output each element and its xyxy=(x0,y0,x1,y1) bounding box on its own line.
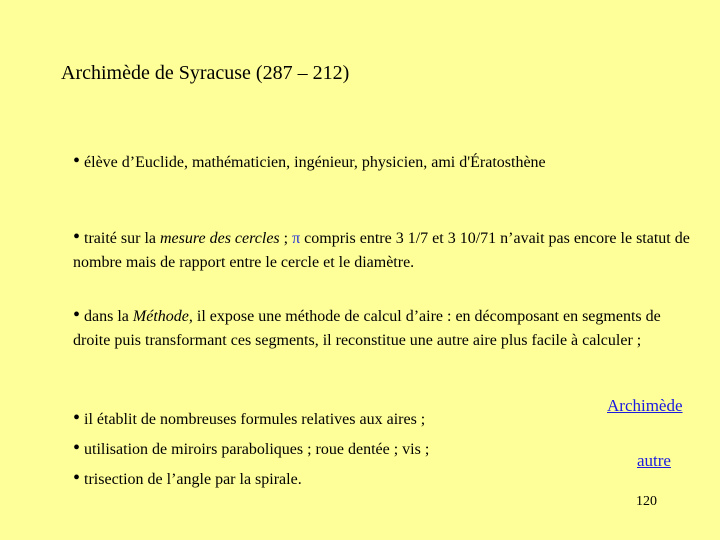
bullet-dot: • xyxy=(73,226,81,248)
bullet-dot: • xyxy=(73,304,81,326)
pi-symbol: π xyxy=(292,230,301,247)
bullet-paragraph-cercles xyxy=(73,225,698,275)
list-item xyxy=(73,434,593,464)
list-item xyxy=(73,464,593,494)
book-title-italic: mesure des cercles xyxy=(159,230,280,247)
autre-link[interactable]: autre xyxy=(637,451,671,470)
paragraph-text: élève d’Euclide, mathématicien, ingénieur, physicien, ami d'Ératosthène xyxy=(84,154,546,171)
separator-text: ; xyxy=(279,230,293,247)
bullet-list xyxy=(73,404,593,494)
archimede-link[interactable]: Archimède xyxy=(607,396,683,415)
paragraph-text-before: dans la xyxy=(84,308,133,325)
page-number: 120 xyxy=(636,494,657,509)
paragraph-text-after: compris entre 3 1/7 et 3 10/71 n’avait pas encore le statut de nombre mais de rapport entre le cercle et le diamètre. xyxy=(73,230,690,271)
list-item xyxy=(73,404,593,434)
paragraph-text-before: traité sur la xyxy=(84,230,160,247)
bullet-dot: • xyxy=(73,437,81,459)
bullet-dot: • xyxy=(73,467,81,489)
slide-title: Archimède de Syracuse (287 – 212) xyxy=(61,62,350,84)
book-title-italic: Méthode xyxy=(132,308,189,325)
bullet-paragraph-euclide xyxy=(73,149,693,175)
bullet-dot: • xyxy=(73,407,81,429)
paragraph-text-after: , il expose une méthode de calcul d’aire : en décomposant en segments de droite puis transformant ces segments, il reconstitue une autre aire plus facile à calculer ; xyxy=(73,308,661,349)
bullet-dot: • xyxy=(73,150,81,172)
list-item-text: il établit de nombreuses formules relatives aux aires ; xyxy=(84,411,426,428)
list-item-text: utilisation de miroirs paraboliques ; roue dentée ; vis ; xyxy=(84,441,430,458)
bullet-paragraph-methode xyxy=(73,303,698,353)
list-item-text: trisection de l’angle par la spirale. xyxy=(84,471,302,488)
